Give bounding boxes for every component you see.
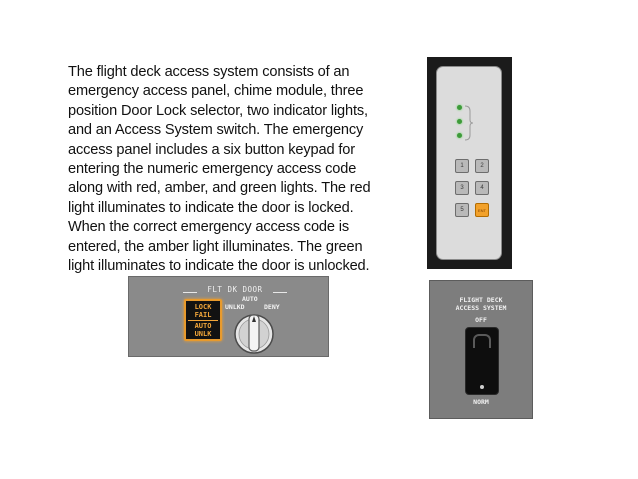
emergency-access-panel	[427, 57, 512, 269]
keypad-key-5[interactable]: 5	[455, 203, 469, 217]
switch-indicator-dot	[480, 385, 484, 389]
annunciator-divider	[188, 320, 218, 321]
door-lock-selector-knob[interactable]	[233, 313, 275, 355]
switch-guard-icon	[473, 334, 491, 348]
switch-label-norm: NORM	[473, 398, 489, 406]
description-line: access panel includes a six button keypad for	[68, 141, 355, 158]
access-title-line: FLIGHT DECK	[459, 296, 503, 304]
description-line: emergency access panel, chime module, three	[68, 83, 364, 100]
access-system-title	[430, 297, 532, 312]
description-line: entered, the amber light illuminates. The green	[68, 238, 363, 255]
description-line: along with red, amber, and green lights. The red	[68, 180, 371, 197]
description-line: light illuminates to indicate the door is locked.	[68, 199, 354, 216]
green-light-icon	[457, 133, 462, 138]
access-system-switch[interactable]	[465, 327, 499, 395]
description-line: light illuminates to indicate the door is unlocked.	[68, 258, 370, 275]
door-panel-title: FLT DK DOOR	[207, 285, 263, 294]
position-label-unlkd: UNLKD	[225, 303, 245, 311]
description-line: and an Access System switch. The emergency	[68, 122, 364, 139]
annunciator-line: UNLK	[194, 330, 212, 338]
description-line: position Door Lock selector, two indicator lights,	[68, 102, 368, 119]
annunciator-line: FAIL	[194, 311, 212, 319]
annunciator-line: LOCK	[194, 303, 212, 311]
brace-icon	[464, 105, 474, 141]
amber-light-icon	[457, 119, 462, 124]
position-label-deny: DENY	[264, 303, 280, 311]
switch-label-off: OFF	[475, 316, 487, 324]
keypad-key-2[interactable]: 2	[475, 159, 489, 173]
keypad-key-3[interactable]: 3	[455, 181, 469, 195]
annunciator-line: AUTO	[194, 322, 212, 330]
description-line: The flight deck access system consists of an	[68, 64, 350, 80]
position-label-auto: AUTO	[242, 295, 258, 303]
keypad-enter-key[interactable]: ENT	[475, 203, 489, 217]
access-system-panel	[429, 280, 533, 419]
title-rule-right	[273, 292, 287, 293]
description-line: When the correct emergency access code is	[68, 219, 349, 236]
description-line: entering the numeric emergency access code	[68, 161, 357, 178]
access-title-line: ACCESS SYSTEM	[455, 303, 507, 312]
keypad-faceplate	[436, 66, 502, 260]
red-light-icon	[457, 105, 462, 110]
keypad-key-4[interactable]: 4	[475, 181, 489, 195]
description-text	[68, 63, 420, 276]
keypad-key-1[interactable]: 1	[455, 159, 469, 173]
door-annunciator-light	[184, 299, 222, 341]
door-lock-selector-panel	[128, 276, 329, 357]
